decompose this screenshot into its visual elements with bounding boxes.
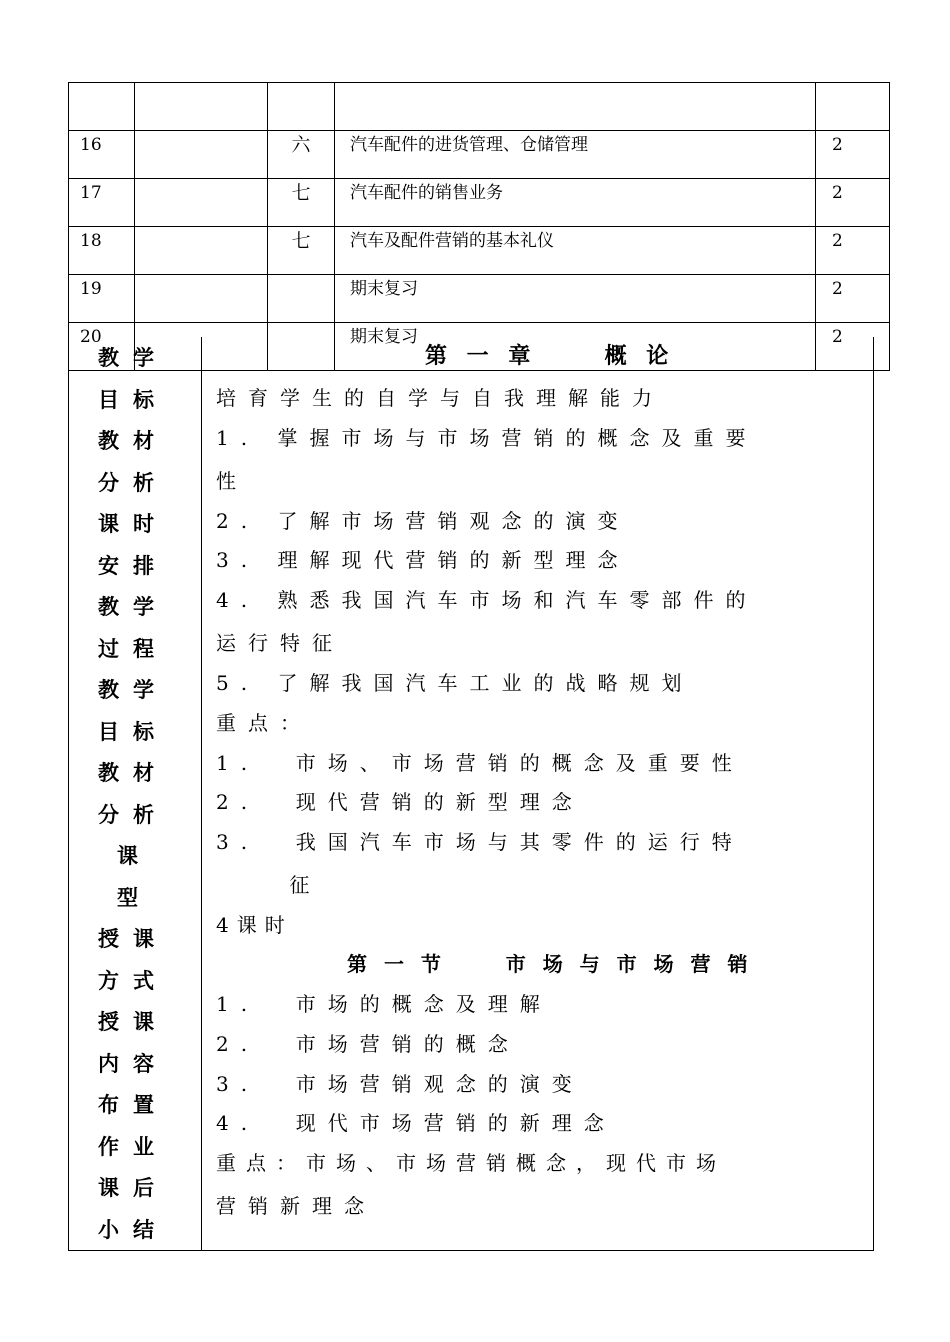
blank-cell — [135, 179, 268, 227]
hours-cell: 2 — [816, 131, 890, 179]
hours-cell: 2 — [816, 275, 890, 323]
side-label: 分析 — [98, 470, 168, 495]
content-line: 1. 掌握市场与市场营销的概念及重要 — [216, 426, 758, 450]
side-label: 安排 — [98, 553, 168, 578]
side-label: 授课 — [98, 926, 168, 951]
side-label: 课后 — [98, 1175, 168, 1200]
table-row — [69, 227, 890, 275]
topic-cell: 汽车配件的销售业务 — [335, 179, 816, 227]
week-cell: 17 — [69, 179, 135, 227]
content-line: 运行特征 — [216, 631, 344, 655]
section-line: 1. 市场的概念及理解 — [216, 992, 552, 1016]
side-label: 教学 — [98, 345, 168, 370]
content-line: 4. 熟悉我国汽车市场和汽车零部件的 — [216, 588, 758, 612]
content-line: 1. 市场、市场营销的概念及重要性 — [216, 751, 744, 775]
table-row — [69, 83, 890, 131]
hours-cell — [816, 83, 890, 131]
chapter-cell — [268, 83, 335, 131]
week-cell: 16 — [69, 131, 135, 179]
content-line: 2. 了解市场营销观念的演变 — [216, 509, 630, 533]
side-label: 教学 — [98, 594, 168, 619]
topic-cell: 期末复习 — [335, 323, 816, 371]
side-label: 授课 — [98, 1009, 168, 1034]
content-line: 征 — [216, 873, 322, 897]
topic-cell: 期末复习 — [335, 275, 816, 323]
hours-cell: 2 — [816, 227, 890, 275]
section-line: 3. 市场营销观念的演变 — [216, 1072, 584, 1096]
hours-cell: 2 — [816, 323, 890, 371]
section-line: 重点：市场、市场营销概念，现代市场 — [216, 1151, 726, 1175]
table-row — [69, 131, 890, 179]
schedule-table — [68, 82, 890, 371]
side-label: 分析 — [98, 802, 168, 827]
content-line: 2. 现代营销的新型理念 — [216, 790, 584, 814]
lesson-plan-box — [68, 337, 874, 1251]
side-label: 布置 — [98, 1092, 168, 1117]
topic-cell: 汽车配件的进货管理、仓储管理 — [335, 131, 816, 179]
section-line: 营销新理念 — [216, 1194, 376, 1218]
side-label: 过程 — [98, 636, 168, 661]
side-label: 型 — [117, 885, 138, 910]
class-hours: 4课时 — [216, 913, 293, 937]
week-cell: 19 — [69, 275, 135, 323]
table-row — [69, 179, 890, 227]
week-cell — [69, 83, 135, 131]
content-line: 性 — [216, 469, 248, 493]
chapter-title: 第 一 章 概 论 — [425, 343, 675, 369]
content-line: 培育学生的自学与自我理解能力 — [216, 386, 664, 410]
chapter-cell: 六 — [268, 131, 335, 179]
side-label: 课时 — [98, 511, 168, 536]
side-label: 内容 — [98, 1051, 168, 1076]
chapter-cell: 七 — [268, 227, 335, 275]
content-line: 5. 了解我国汽车工业的战略规划 — [216, 671, 694, 695]
section-line: 4. 现代市场营销的新理念 — [216, 1111, 616, 1135]
content-line: 3. 我国汽车市场与其零件的运行特 — [216, 830, 744, 854]
blank-cell — [135, 227, 268, 275]
chapter-cell — [268, 275, 335, 323]
side-label: 教材 — [98, 428, 168, 453]
side-label: 方式 — [98, 968, 168, 993]
blank-cell — [135, 131, 268, 179]
side-label: 课 — [117, 843, 138, 868]
side-label: 目标 — [98, 387, 168, 412]
side-label: 教学 — [98, 677, 168, 702]
hours-cell: 2 — [816, 179, 890, 227]
column-divider — [201, 337, 202, 1250]
side-label: 小结 — [98, 1217, 168, 1242]
topic-cell — [335, 83, 816, 131]
key-points-heading: 重点： — [216, 711, 312, 735]
section-title: 第 一 节 市 场 与 市 场 营 销 — [347, 952, 753, 976]
week-cell: 20 — [69, 323, 135, 371]
side-label: 目标 — [98, 719, 168, 744]
content-line: 3. 理解现代营销的新型理念 — [216, 548, 630, 572]
side-label: 作业 — [98, 1134, 168, 1159]
blank-cell — [135, 83, 268, 131]
week-cell: 18 — [69, 227, 135, 275]
side-label: 教材 — [98, 760, 168, 785]
topic-cell: 汽车及配件营销的基本礼仪 — [335, 227, 816, 275]
table-row — [69, 275, 890, 323]
section-line: 2. 市场营销的概念 — [216, 1032, 520, 1056]
chapter-cell: 七 — [268, 179, 335, 227]
blank-cell — [135, 275, 268, 323]
